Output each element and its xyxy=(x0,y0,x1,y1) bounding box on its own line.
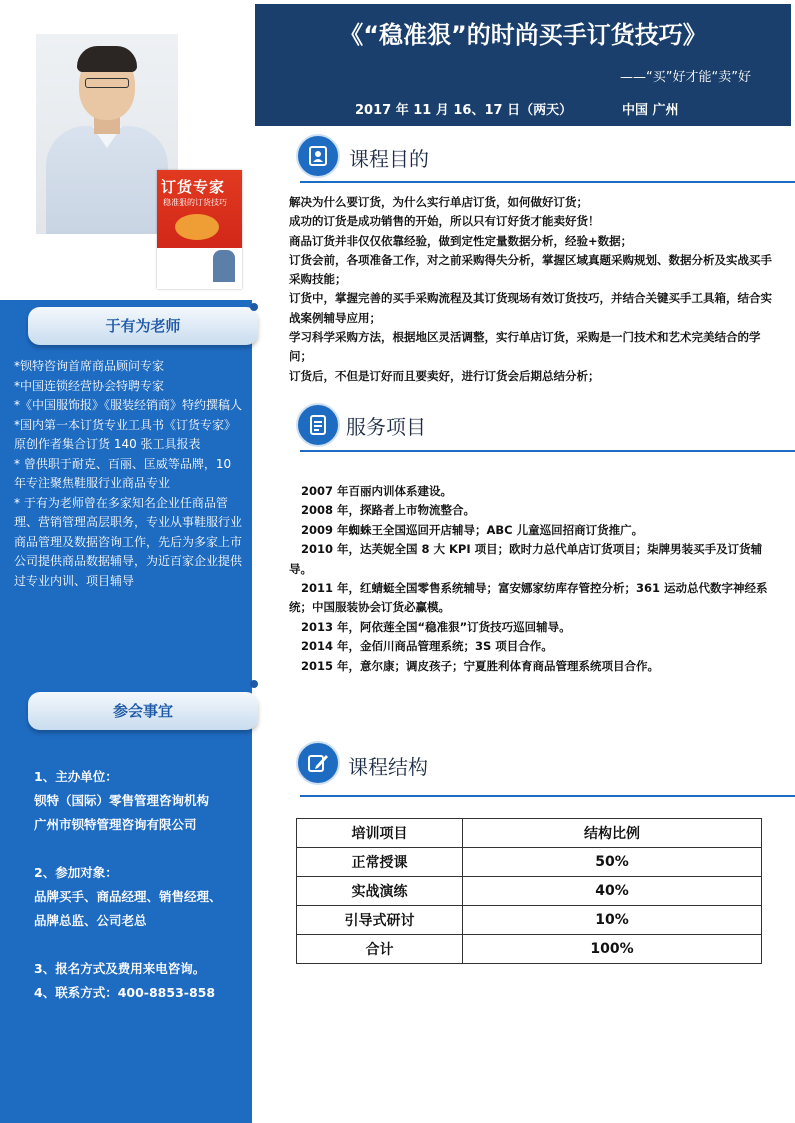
table-cell-ratio: 10% xyxy=(463,906,762,935)
service-line: 2014 年，金佰川商品管理系统；3S 项目合作。 xyxy=(301,639,553,654)
purpose-list xyxy=(289,193,781,386)
service-line: 2009 年蜘蛛王全国巡回开店辅导；ABC 儿童巡回招商订货推广。 xyxy=(301,522,644,537)
section-divider xyxy=(300,450,795,452)
purpose-line: 订货会前，各项准备工作，对之前采购得失分析，掌握区域真题采购规划、数据分析及实战买手采购技能； xyxy=(289,252,772,287)
table-row xyxy=(297,906,762,935)
service-line: 2010 年，达芙妮全国 8 大 KPI 项目；欧时力总代单店订货项目；柒牌男装买手及订货辅导。 xyxy=(289,542,763,576)
header-banner xyxy=(255,4,791,126)
table-cell-item: 实战演练 xyxy=(297,877,463,906)
bio-line: *《中国服饰报》《服装经销商》特约撰稿人 xyxy=(14,398,243,412)
event-location: 中国 广州 xyxy=(622,103,679,118)
section-divider xyxy=(300,181,795,183)
table-cell-item: 正常授课 xyxy=(297,848,463,877)
table-header-row xyxy=(297,819,762,848)
ribbon-knob xyxy=(250,303,258,311)
attend-ribbon-label: 参会事宜 xyxy=(112,702,173,720)
book-cover-image xyxy=(157,170,242,289)
structure-heading: 课程结构 xyxy=(348,755,428,779)
event-date: 2017 年 11 月 16、17 日（两天） xyxy=(355,103,573,118)
purpose-line: 商品订货并非仅仅依靠经验，做到定性定量数据分析，经验+数据； xyxy=(289,233,633,248)
purpose-line: 订货中，掌握完善的买手采购流程及其订货现场有效订货技巧，并结合关键买手工具箱，结合实战案例辅导应用； xyxy=(289,291,772,325)
sidebar xyxy=(0,0,252,1123)
document-icon xyxy=(296,403,340,447)
service-line: 2011 年，红蜻蜓全国零售系统辅导；富安娜家纺库存管控分析；361 运动总代数字神经系统；中国服装协会订货必赢模。 xyxy=(289,581,768,615)
bio-line: *国内第一本订货专业工具书《订货专家》原创作者集合订货 140 张工具报表 xyxy=(14,417,237,451)
teacher-ribbon-label: 于有为老师 xyxy=(105,317,181,335)
services-heading: 服务项目 xyxy=(346,415,426,439)
signup-info: 3、报名方式及费用来电咨询。 xyxy=(34,961,206,976)
organizer-2: 广州市钡特管理咨询有限公司 xyxy=(34,817,197,832)
teacher-ribbon xyxy=(28,307,258,345)
purpose-line: 成功的订货是成功销售的开始，所以只有订好货才能卖好货！ xyxy=(289,214,600,229)
audience-2: 品牌总监、公司老总 xyxy=(34,913,147,928)
bio-line: * 于有为老师曾在多家知名企业任商品管理、营销管理高层职务，专业从事鞋服行业商品管理及数据咨询工作，先后为多家上市公司提供商品数据辅导，为近百家企业提供过专业内训、项目辅导 xyxy=(14,495,243,588)
table-cell-item: 合计 xyxy=(297,935,463,964)
audience-1: 品牌买手、商品经理、销售经理、 xyxy=(34,889,222,904)
section-divider xyxy=(300,795,795,797)
table-row xyxy=(297,935,762,964)
purpose-line: 订货后，不但是订好而且要卖好，进行订货会后期总结分析； xyxy=(289,368,600,383)
table-cell-ratio: 100% xyxy=(463,935,762,964)
audience-label: 2、参加对象： xyxy=(34,865,118,880)
contact-info: 4、联系方式：400-8853-858 xyxy=(34,985,216,1000)
organizer-label: 1、主办单位： xyxy=(34,769,118,784)
ribbon-knob xyxy=(250,680,258,688)
purpose-line: 学习科学采购方法，根据地区灵活调整，实行单店订货，采购是一门技术和艺术完美结合的学问； xyxy=(289,330,761,364)
service-line: 2015 年，意尔康；调皮孩子；宁夏胜利体育商品管理系统项目合作。 xyxy=(301,658,660,673)
structure-table xyxy=(296,818,762,964)
table-cell-ratio: 50% xyxy=(463,848,762,877)
table-row xyxy=(297,848,762,877)
book-subtitle: 稳准狠的订货技巧 xyxy=(163,198,227,207)
organizer-1: 钡特（国际）零售管理咨询机构 xyxy=(34,793,210,808)
target-icon xyxy=(296,134,340,178)
pen-icon xyxy=(296,741,340,785)
teacher-bio xyxy=(14,357,244,591)
bio-line: * 曾供职于耐克、百丽、匡威等品牌，10 年专注聚焦鞋服行业商品专业 xyxy=(14,456,232,490)
table-header-item: 培训项目 xyxy=(297,819,463,848)
book-title: 订货专家 xyxy=(161,178,226,196)
purpose-heading: 课程目的 xyxy=(349,147,429,171)
bio-line: *钡特咨询首席商品顾问专家 xyxy=(14,359,165,373)
page-subtitle: ——“买”好才能“卖”好 xyxy=(620,70,751,85)
attend-ribbon xyxy=(28,692,258,730)
table-row xyxy=(297,877,762,906)
table-header-ratio: 结构比例 xyxy=(463,819,762,848)
bio-line: *中国连锁经营协会特聘专家 xyxy=(14,378,165,393)
service-line: 2007 年百丽内训体系建设。 xyxy=(301,484,453,498)
service-line: 2013 年，阿依莲全国“稳准狠”订货技巧巡回辅导。 xyxy=(301,619,571,634)
services-list xyxy=(289,482,781,676)
service-line: 2008 年，探路者上市物流整合。 xyxy=(301,503,476,518)
table-cell-ratio: 40% xyxy=(463,877,762,906)
purpose-line: 解决为什么要订货，为什么实行单店订货，如何做好订货； xyxy=(289,195,588,209)
attend-info xyxy=(34,765,249,1005)
page-title: 《“稳准狠”的时尚买手订货技巧》 xyxy=(339,21,707,49)
table-cell-item: 引导式研讨 xyxy=(297,906,463,935)
